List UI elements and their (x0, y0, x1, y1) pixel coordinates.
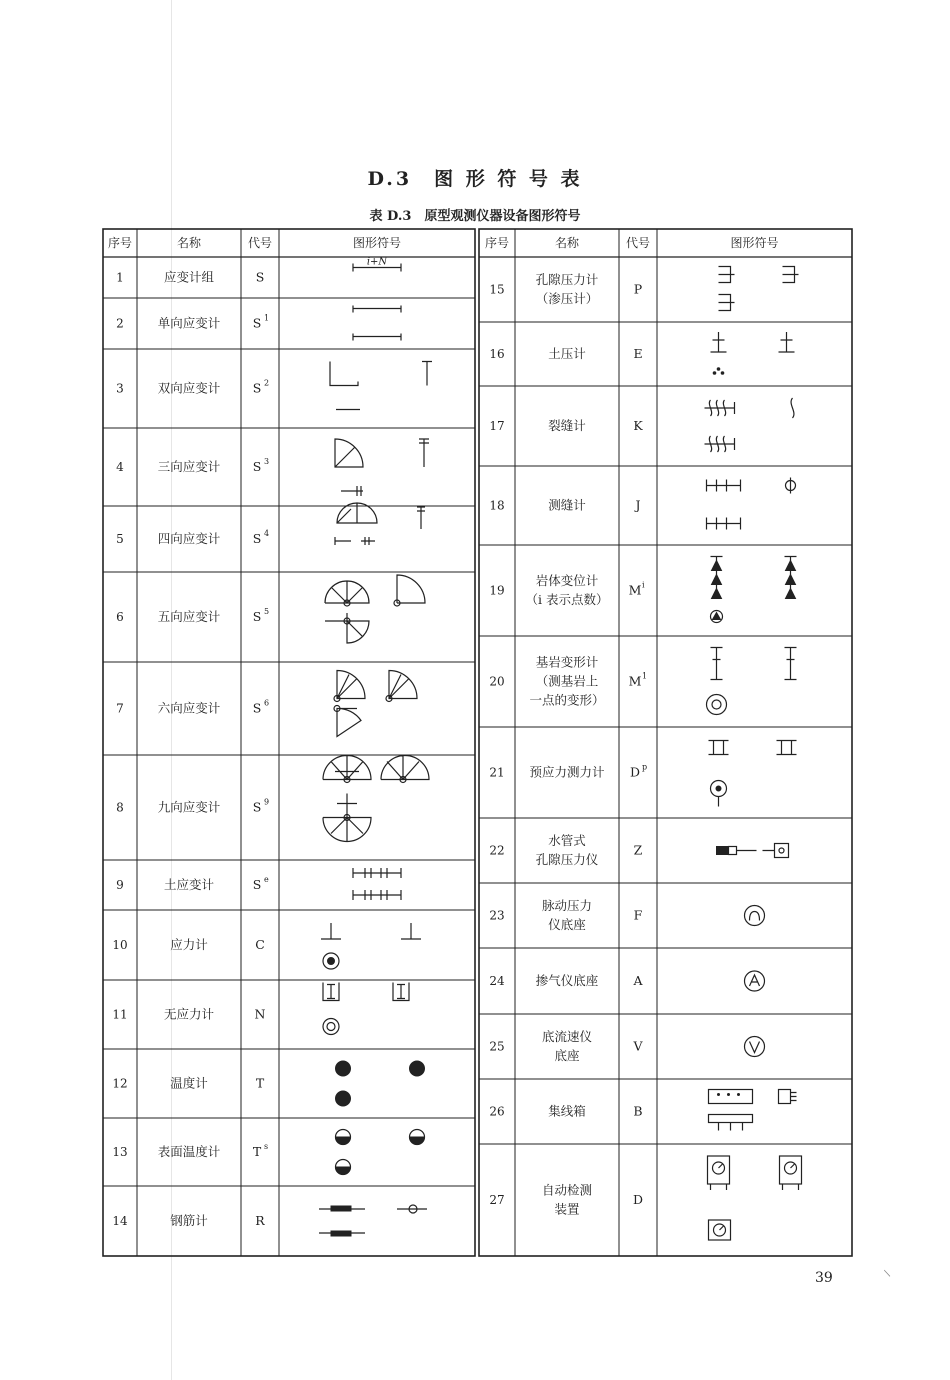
row-name: 预应力测力计 (529, 764, 605, 780)
thermo-symbol (336, 1061, 425, 1106)
row-name: 应变计组 (163, 269, 215, 285)
row-name: 自动检测 (541, 1182, 593, 1198)
right-header-name: 名称 (554, 236, 580, 250)
right-header-symbol: 图形符号 (730, 236, 779, 250)
row-number: 9 (116, 878, 124, 892)
velocity-symbol (745, 1037, 765, 1057)
row-number: 18 (489, 498, 505, 513)
water-tube-symbol (717, 844, 789, 858)
pulse-symbol (745, 906, 765, 926)
table-row (112, 1061, 424, 1106)
row-name: 孔隙压力仪 (535, 852, 599, 867)
crack-symbol (705, 398, 794, 452)
row-name: 六向应变计 (157, 700, 221, 716)
table-row (489, 971, 764, 991)
row-number: 5 (116, 532, 124, 546)
table-row (489, 1156, 801, 1240)
uni-symbol (353, 306, 401, 341)
row-name: （渗压计） (535, 291, 599, 306)
row-code: S (252, 877, 262, 892)
row-number: 1 (116, 270, 124, 285)
row-name: 仪底座 (548, 917, 586, 932)
row-code: V (633, 1038, 643, 1054)
rock-disp-symbol (711, 557, 797, 623)
table-row (116, 362, 432, 410)
row-name: 五向应变计 (157, 609, 221, 624)
row-code: A (633, 973, 643, 988)
row-code: F (633, 907, 643, 923)
row-code-superscript: 3 (264, 457, 270, 466)
row-code: S (252, 380, 262, 396)
row-name: 九向应变计 (157, 799, 221, 815)
row-code: S (252, 531, 262, 546)
row-code: B (633, 1103, 643, 1119)
row-code: S (252, 609, 262, 624)
section-title: D.3 图 形 符 号 表 (367, 168, 583, 190)
row-code-superscript: p (642, 762, 648, 772)
bi-symbol (330, 362, 432, 410)
left-header-symbol: 图形符号 (352, 236, 402, 250)
row-name: 应力计 (170, 937, 208, 952)
row-code: E (633, 346, 643, 361)
row-name: 测缝计 (548, 497, 586, 513)
table-row (489, 557, 796, 623)
table-row (112, 1130, 424, 1175)
table-row (489, 741, 796, 807)
row-code-superscript: 1 (642, 671, 648, 681)
row-code: S (252, 459, 262, 474)
table-row (116, 575, 425, 643)
table-row (116, 503, 425, 546)
row-number: 23 (489, 908, 505, 923)
row-code: T (255, 1075, 265, 1091)
row-number: 6 (116, 610, 124, 624)
row-name: 底座 (554, 1048, 580, 1063)
no-stress-symbol (323, 983, 409, 1035)
row-number: 11 (112, 1007, 128, 1022)
row-number: 2 (116, 316, 124, 331)
hexa-symbol (334, 671, 417, 737)
row-code-superscript: 9 (264, 797, 270, 807)
row-number: 8 (116, 800, 124, 815)
row-name: 孔隙压力计 (535, 272, 599, 287)
aeration-symbol (745, 971, 765, 991)
row-name: 水管式 (548, 833, 586, 848)
row-name: 基岩变形计 (535, 654, 599, 670)
row-name: 掺气仪底座 (535, 973, 599, 988)
left-header-no: 序号 (107, 236, 133, 250)
row-code-superscript: s (264, 1142, 269, 1151)
row-number: 20 (489, 674, 505, 689)
row-number: 14 (112, 1214, 128, 1228)
row-name: 钢筋计 (170, 1213, 208, 1228)
right-header-no: 序号 (484, 236, 510, 250)
table-row (112, 1205, 427, 1236)
joint-symbol (707, 478, 796, 530)
row-code-superscript: 5 (264, 607, 270, 616)
table-row (116, 257, 401, 285)
row-code: R (255, 1213, 265, 1228)
table-row (489, 478, 795, 530)
auto-symbol (708, 1156, 802, 1240)
row-name: 土应变计 (163, 877, 215, 892)
left-header-code: 代号 (247, 236, 273, 250)
strain-group-symbol (353, 257, 401, 272)
row-name: 集线箱 (548, 1103, 586, 1119)
row-number: 27 (489, 1193, 505, 1207)
stress-symbol (321, 923, 421, 969)
row-code: D (629, 764, 641, 780)
row-number: 12 (112, 1076, 128, 1091)
quad-symbol (335, 503, 425, 545)
row-code: J (635, 497, 641, 513)
table-title: 表 D.3 原型观测仪器设备图形符号 (369, 209, 581, 224)
row-code: S (252, 315, 262, 331)
row-name: 岩体变位计 (535, 573, 599, 588)
tri-symbol (335, 439, 429, 496)
table-row (112, 983, 409, 1035)
table-row (116, 306, 401, 341)
row-number: 17 (489, 419, 505, 433)
junction-symbol (709, 1090, 797, 1131)
table-row (489, 648, 796, 715)
table-row (116, 868, 401, 900)
row-name: 温度计 (170, 1075, 208, 1091)
row-name: 一点的变形） (529, 692, 605, 708)
row-number: 16 (489, 347, 505, 361)
row-number: 3 (116, 381, 124, 396)
earth-pressure-symbol (711, 332, 795, 374)
row-number: 10 (112, 938, 128, 952)
table-row (116, 439, 429, 496)
row-code-superscript: 6 (264, 698, 270, 708)
rebar-symbol (319, 1205, 427, 1236)
row-number: 4 (116, 460, 124, 474)
row-name: 土压计 (548, 346, 586, 361)
surface-thermo-symbol (336, 1130, 425, 1175)
row-code: C (255, 937, 265, 952)
table-row (489, 1029, 764, 1063)
table-row (489, 398, 794, 452)
row-code: T (252, 1144, 262, 1159)
table-row (116, 756, 429, 842)
row-code: P (633, 281, 643, 297)
row-code: D (632, 1192, 644, 1207)
strain-group-label: i+N (366, 256, 388, 268)
bedrock-symbol (707, 648, 797, 715)
table-row (489, 267, 798, 311)
row-name: 无应力计 (163, 1006, 215, 1022)
row-code: M (628, 582, 642, 598)
table-row (489, 833, 788, 867)
edge-mark: / (882, 1269, 894, 1278)
row-code: N (254, 1006, 266, 1022)
table-row (489, 332, 794, 374)
row-code-superscript: 1 (264, 313, 270, 323)
row-name: 表面温度计 (157, 1144, 221, 1159)
soil-strain-symbol (353, 868, 401, 900)
right-table-frame (479, 229, 852, 1256)
row-number: 22 (489, 843, 505, 858)
row-number: 15 (489, 282, 505, 297)
row-number: 19 (489, 583, 505, 598)
row-name: 脉动压力 (541, 898, 593, 913)
left-header-name: 名称 (176, 236, 202, 250)
row-name: 单向应变计 (157, 315, 221, 331)
row-code: K (633, 418, 643, 433)
row-name: 三向应变计 (157, 459, 221, 474)
nona-symbol (323, 756, 429, 842)
table-row (489, 898, 764, 932)
penta-symbol (325, 575, 425, 643)
row-name: 裂缝计 (548, 418, 586, 433)
row-number: 13 (112, 1145, 128, 1159)
row-code-superscript: 4 (264, 529, 270, 538)
row-name: 四向应变计 (157, 531, 221, 546)
table-row (112, 923, 421, 969)
piezo-symbol (719, 267, 799, 311)
row-code: S (252, 700, 262, 716)
page-number: 39 (815, 1270, 833, 1286)
row-name: 装置 (554, 1201, 580, 1217)
table-row (489, 1090, 796, 1131)
row-code: S (252, 799, 262, 815)
row-name: 双向应变计 (157, 380, 221, 396)
table-row (116, 671, 417, 737)
row-number: 26 (489, 1104, 505, 1119)
row-number: 24 (489, 974, 505, 988)
prestress-symbol (709, 741, 797, 807)
row-code: Z (633, 842, 643, 858)
row-code: M (628, 673, 642, 689)
row-name: （i 表示点数） (525, 592, 609, 607)
row-code-superscript: e (264, 875, 269, 884)
right-header-code: 代号 (625, 236, 651, 250)
row-name: 底流速仪 (541, 1029, 593, 1044)
row-name: （测基岩上 (535, 673, 599, 689)
row-code-superscript: i (642, 580, 645, 590)
row-number: 7 (116, 701, 124, 716)
row-number: 21 (489, 765, 505, 780)
row-code: S (255, 269, 265, 285)
row-number: 25 (489, 1039, 505, 1054)
row-code-superscript: 2 (264, 378, 270, 388)
